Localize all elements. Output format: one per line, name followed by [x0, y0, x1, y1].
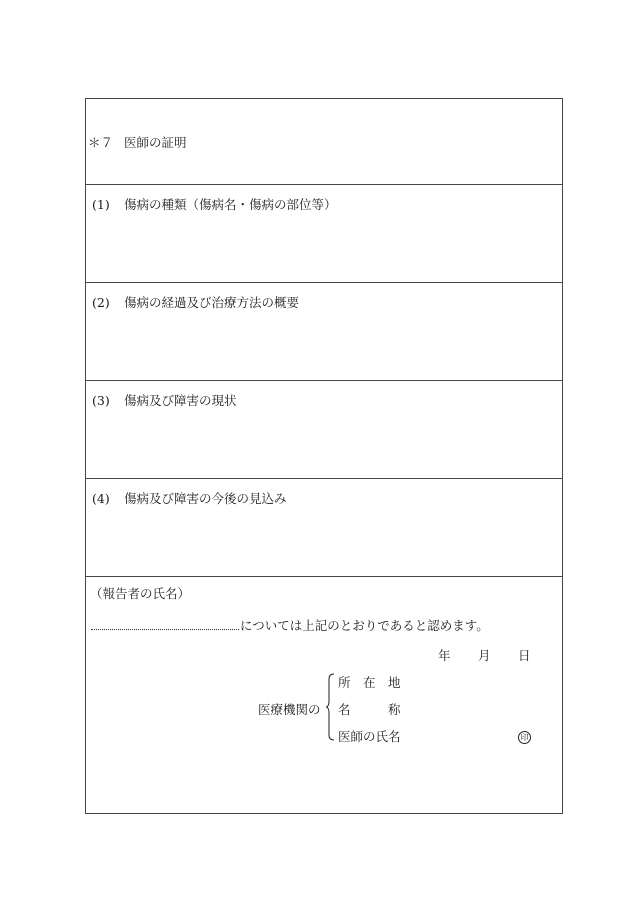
section-3-label: 傷病及び障害の現状 — [124, 393, 237, 408]
reporter-name-label: （報告者の氏名） — [90, 586, 191, 601]
section-4-row — [86, 479, 562, 577]
address-label: 所 在 地 — [338, 675, 401, 690]
section-2-label: 傷病の経過及び治療方法の概要 — [124, 295, 300, 310]
reporter-name-line[interactable] — [91, 629, 239, 630]
medical-institution-label: 医療機関の — [258, 702, 321, 717]
section-2-row — [86, 283, 562, 381]
section-2-number: (2) — [92, 295, 110, 310]
section-1-row — [86, 185, 562, 283]
section-mark: ＊７ — [88, 135, 114, 150]
institution-name-label: 名 称 — [338, 702, 401, 717]
section-3-number: (3) — [92, 393, 110, 408]
certification-row — [86, 577, 562, 815]
doctor-certificate-form — [85, 98, 563, 814]
section-4-label: 傷病及び障害の今後の見込み — [124, 491, 287, 506]
section-3-row — [86, 381, 562, 479]
header-row — [86, 99, 562, 185]
seal-mark-icon: 印 — [518, 731, 531, 744]
date-year: 年 — [438, 648, 451, 663]
section-1-label: 傷病の種類（傷病名・傷病の部位等） — [124, 197, 337, 212]
date-month: 月 — [478, 648, 491, 663]
curly-brace-icon — [326, 673, 335, 741]
date-day: 日 — [518, 648, 531, 663]
section-4-number: (4) — [92, 491, 110, 506]
section-title: 医師の証明 — [124, 135, 187, 150]
section-1-number: (1) — [92, 197, 110, 212]
doctor-name-label: 医師の氏名 — [338, 729, 401, 744]
certification-statement: については上記のとおりであると認めます。 — [240, 618, 489, 633]
